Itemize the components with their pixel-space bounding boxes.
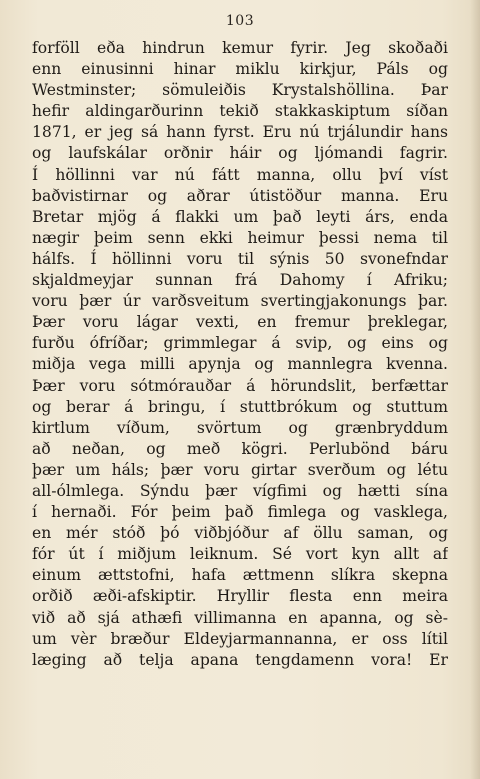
text-line: 1871, er jeg sá hann fyrst. Eru nú trjálundir hans	[32, 123, 448, 142]
text-line: nægir þeim senn ekki heimur þessi nema til	[32, 228, 448, 247]
text-line: einum ættstofni, hafa ættmenn slíkra skepna	[32, 566, 448, 585]
text-line: Þær voru lágar vexti, en fremur þreklegar,	[32, 313, 448, 332]
text-line: þær um háls; þær voru girtar sverðum og létu	[32, 460, 448, 479]
text-line: skjaldmeyjar sunnan frá Dahomy í Afriku;	[32, 271, 448, 290]
text-line: miðja vega milli apynja og mannlegra kvenna.	[32, 355, 448, 374]
text-line: Þær voru sótmórauðar á hörundslit, berfættar	[32, 376, 448, 395]
text-line: hálfs. Í höllinni voru til sýnis 50 svonefndar	[32, 249, 448, 268]
text-line: all-ólmlega. Sýndu þær vígfimi og hætti sína	[32, 481, 448, 500]
page-edge-shadow	[470, 0, 480, 779]
text-line: hefir aldingarðurinn tekið stakkaskiptum síðan	[32, 102, 448, 121]
body-text	[32, 38, 448, 671]
text-line: í hernaði. Fór þeim það fimlega og vasklega,	[32, 503, 448, 522]
text-line: orðið æði-afskiptir. Hryllir flesta enn meira	[32, 587, 448, 606]
text-line: og berar á bringu, í stuttbrókum og stuttum	[32, 397, 448, 416]
text-line: og laufskálar orðnir háir og ljómandi fagrir.	[32, 144, 448, 163]
page-number: 103	[225, 13, 255, 29]
text-line: kirtlum víðum, svörtum og grænbryddum	[32, 418, 448, 437]
text-line: fór út í miðjum leiknum. Sé vort kyn allt af	[32, 545, 448, 564]
text-line: enn einusinni hinar miklu kirkjur, Páls og	[32, 60, 448, 79]
text-line: en mér stóð þó viðbjóður af öllu saman, og	[32, 524, 448, 543]
text-line: um vèr bræður Eldeyjarmannanna, er oss lítil	[32, 629, 448, 648]
text-line: Bretar mjög á flakki um það leyti árs, enda	[32, 207, 448, 226]
text-line: að neðan, og með kögri. Perlubönd báru	[32, 439, 448, 458]
text-line: Í höllinni var nú fátt manna, ollu því víst	[32, 165, 448, 184]
text-line: við að sjá athæfi villimanna en apanna, og sè-	[32, 608, 448, 627]
text-line: baðvistirnar og aðrar útistöður manna. Eru	[32, 186, 448, 205]
text-line: læging að telja apana tengdamenn vora! Er	[32, 650, 448, 669]
text-line: voru þær úr varðsveitum svertingjakonungs þar.	[32, 292, 448, 311]
text-line: furðu ófríðar; grimmlegar á svip, og eins og	[32, 334, 448, 353]
text-line: forföll eða hindrun kemur fyrir. Jeg skoðaði	[32, 39, 448, 57]
text-line: Westminster; sömuleiðis Krystalshöllina. Þar	[32, 81, 448, 100]
